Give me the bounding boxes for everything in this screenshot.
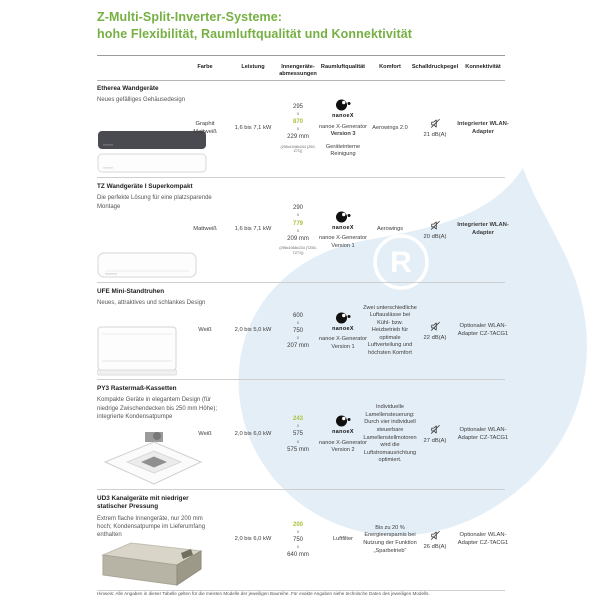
nanoe-wordmark: nanoeX	[332, 325, 354, 332]
ufe-product-image	[97, 326, 177, 376]
dim-separator: x	[296, 320, 300, 326]
konnektivitaet-cell	[453, 380, 513, 489]
dim-separator: x	[296, 127, 300, 133]
dim-height: 290	[292, 205, 303, 212]
konnektivitaet-value: Optionaler WLAN-Adapter CZ-TACG1	[457, 426, 509, 441]
farbe-cell	[185, 80, 225, 177]
quiet-sound-icon	[429, 117, 442, 130]
column-header-farbe: Farbe	[197, 64, 213, 70]
konnektivitaet-cell	[453, 178, 513, 282]
product-name: Etherea Wandgeräte	[97, 85, 159, 92]
product-description: Kompakte Geräte in elegantem Design (für niedrige Zwischendecken bis 250 mm Höhe); integrierte Kondensatpumpe	[97, 397, 218, 421]
product-name: PY3 Rastermaß-Kassetten	[97, 385, 177, 392]
konnektivitaet-value: Integrierter WLAN-Adapter	[457, 120, 509, 135]
leistung-value: 1,6 bis 7,1 kW	[234, 226, 272, 233]
title-divider	[97, 55, 505, 56]
tz-product-image	[97, 252, 197, 279]
column-header-konnektivitaet: Konnektivität	[465, 64, 501, 70]
dim-depth: 575 mm	[287, 446, 309, 453]
komfort-value: Zwei unterschiedliche Luftauslässe bei Kühl- bzw. Heizbetrieb für optimale Luftverteilung und höchsten Komfort	[363, 304, 417, 356]
schalldruck-value: 26 dB(A)	[423, 543, 447, 550]
nanoe-wordmark: nanoeX	[332, 113, 354, 120]
komfort-value: Bis zu 20 % Energieersparnis bei Nutzung der Funktion „Sparbetrieb“	[363, 524, 417, 554]
luftfilter-label: Luftfilter	[333, 536, 353, 543]
column-header-schalldruckpegel: Schalldruckpegel	[411, 64, 459, 70]
dim-separator: x	[296, 545, 300, 551]
product-description: Die perfekte Lösung für eine platzsparende Montage	[97, 195, 212, 210]
konnektivitaet-cell	[453, 80, 513, 177]
nanoe-extra-feature: Geräteinterne Reinigung	[325, 143, 361, 158]
dim-separator: x	[296, 228, 300, 234]
komfort-value: Aerowings	[376, 226, 404, 233]
nanoe-wordmark: nanoeX	[332, 429, 354, 436]
quiet-sound-icon	[429, 320, 442, 333]
konnektivitaet-value: Optionaler WLAN-Adapter CZ-TACG1	[457, 323, 509, 337]
nanoe-generator-label: nanoe X-Generator	[319, 439, 367, 446]
schalldruck-value: 27 dB(A)	[423, 438, 447, 445]
product-description: Neues, attraktives und schlankes Design	[97, 300, 206, 307]
leistung-value: 2,0 bis 6,0 kW	[234, 536, 272, 543]
page-title-line2: hohe Flexibilität, Raumluftqualität und Konnektivität	[97, 26, 413, 41]
column-header-leistung: Leistung	[241, 64, 265, 70]
nanoe-generator-label: nanoe X-Generator	[319, 123, 367, 130]
nanoe-x-logo-icon	[335, 210, 351, 224]
dim-height-highlight: 200	[292, 521, 303, 528]
farbe-cell	[185, 380, 225, 489]
dim-height-highlight: 243	[292, 416, 303, 423]
table-row-py3	[97, 380, 509, 490]
product-description: Neues gefälliges Gehäusedesign	[97, 97, 186, 104]
column-header-abmessungen: Innengeräte-abmessungen	[279, 64, 317, 77]
dim-separator: x	[296, 111, 300, 117]
schalldruck-value: 22 dB(A)	[423, 334, 447, 341]
leistung-value: 2,0 bis 5,0 kW	[234, 327, 272, 334]
dim-height: 600	[292, 312, 303, 319]
schalldruck-value: 20 dB(A)	[423, 233, 447, 240]
product-cell	[97, 490, 225, 590]
table-row-ufe	[97, 283, 509, 380]
nanoe-x-logo-icon	[335, 414, 351, 428]
komfort-value: Individuelle Lamellensteuerung: Durch vier individuell steuerbare Lamellenstellmotoren wird die Luftstromausrichtung optimiert.	[363, 404, 417, 464]
product-name: TZ Wandgeräte I Superkompakt	[97, 183, 193, 190]
konnektivitaet-value: Optionaler WLAN-Adapter CZ-TACG1	[457, 532, 509, 546]
konnektivitaet-value: Integrierter WLAN-Adapter	[457, 222, 509, 236]
nanoe-version: Version 1	[331, 343, 355, 350]
nanoe-generator-label: nanoe X-Generator	[319, 235, 367, 242]
dim-depth: 209 mm	[287, 235, 309, 242]
nanoe-x-logo-icon	[335, 98, 351, 112]
dim-separator: x	[296, 424, 300, 430]
footnote: Hinweis: Alle Angaben in dieser Tabelle gelten für die meisten Modelle der jeweiligen Baureihe. Für exakte Angaben siehe technische Daten des jeweiligen Modells.	[97, 591, 430, 596]
dim-separator: x	[296, 529, 300, 535]
farbe-value: Weiß	[198, 430, 212, 437]
dim-separator: x	[296, 213, 300, 219]
komfort-value: Aerowings 2.0	[372, 124, 408, 131]
dim-note: (295x1048x244 (Z50, Z71))	[280, 144, 316, 154]
dim-separator: x	[296, 336, 300, 342]
column-header-raumluftqualitaet: Raumluftqualität	[320, 64, 366, 70]
konnektivitaet-cell	[453, 283, 513, 379]
page-title-line1: Z-Multi-Split-Inverter-Systeme:	[97, 10, 283, 24]
svg-text:R: R	[390, 246, 412, 279]
schalldruck-value: 21 dB(A)	[423, 132, 447, 139]
product-name: UD3 Kanalgeräte mit niedriger statischer Pressung	[97, 495, 189, 511]
dim-depth: 229 mm	[287, 134, 309, 141]
dim-depth: 640 mm	[287, 552, 309, 559]
dim-depth: 207 mm	[287, 343, 309, 350]
farbe-value: Mattweiß	[193, 226, 217, 233]
nanoe-wordmark: nanoeX	[332, 224, 354, 231]
nanoe-generator-label: nanoe X-Generator	[319, 336, 367, 343]
nanoe-version: Version 1	[331, 242, 355, 249]
product-description: Extrem flache Innengeräte, nur 200 mm hoch; Kondensatpumpe im Lieferumfang enthalten	[97, 515, 206, 539]
farbe-value: Graphit Mattweiß	[193, 120, 217, 135]
dim-width: 750	[292, 327, 303, 334]
dim-width-highlight: 870	[292, 119, 303, 126]
dim-width: 575	[292, 431, 303, 438]
nanoe-x-logo-icon	[335, 311, 351, 325]
table-row-tz	[97, 178, 509, 283]
dim-note: (296x1068x234 (TZ50, TZ71))	[279, 246, 317, 255]
dim-height: 295	[292, 103, 303, 110]
konnektivitaet-cell	[453, 490, 513, 590]
page-title	[97, 9, 412, 43]
quiet-sound-icon	[429, 423, 442, 436]
nanoe-version: Version 2	[331, 447, 355, 454]
farbe-value: Weiß	[198, 327, 212, 334]
leistung-value: 1,6 bis 7,1 kW	[234, 124, 272, 131]
product-name: UFE Mini-Standtruhen	[97, 288, 165, 295]
dim-width-highlight: 779	[292, 220, 303, 227]
quiet-sound-icon	[429, 219, 442, 232]
table-body	[97, 80, 509, 591]
column-header-komfort: Komfort	[379, 64, 401, 70]
ud3-product-image	[97, 539, 205, 587]
leistung-value: 2,0 bis 6,0 kW	[234, 430, 272, 437]
farbe-cell	[185, 283, 225, 379]
table-header	[97, 62, 505, 81]
nanoe-version: Version 3	[330, 131, 356, 138]
table-row-ud3	[97, 490, 509, 591]
table-row-etherea	[97, 80, 509, 178]
dim-width: 750	[292, 536, 303, 543]
quiet-sound-icon	[429, 529, 442, 542]
farbe-cell	[185, 178, 225, 282]
dim-separator: x	[296, 439, 300, 445]
